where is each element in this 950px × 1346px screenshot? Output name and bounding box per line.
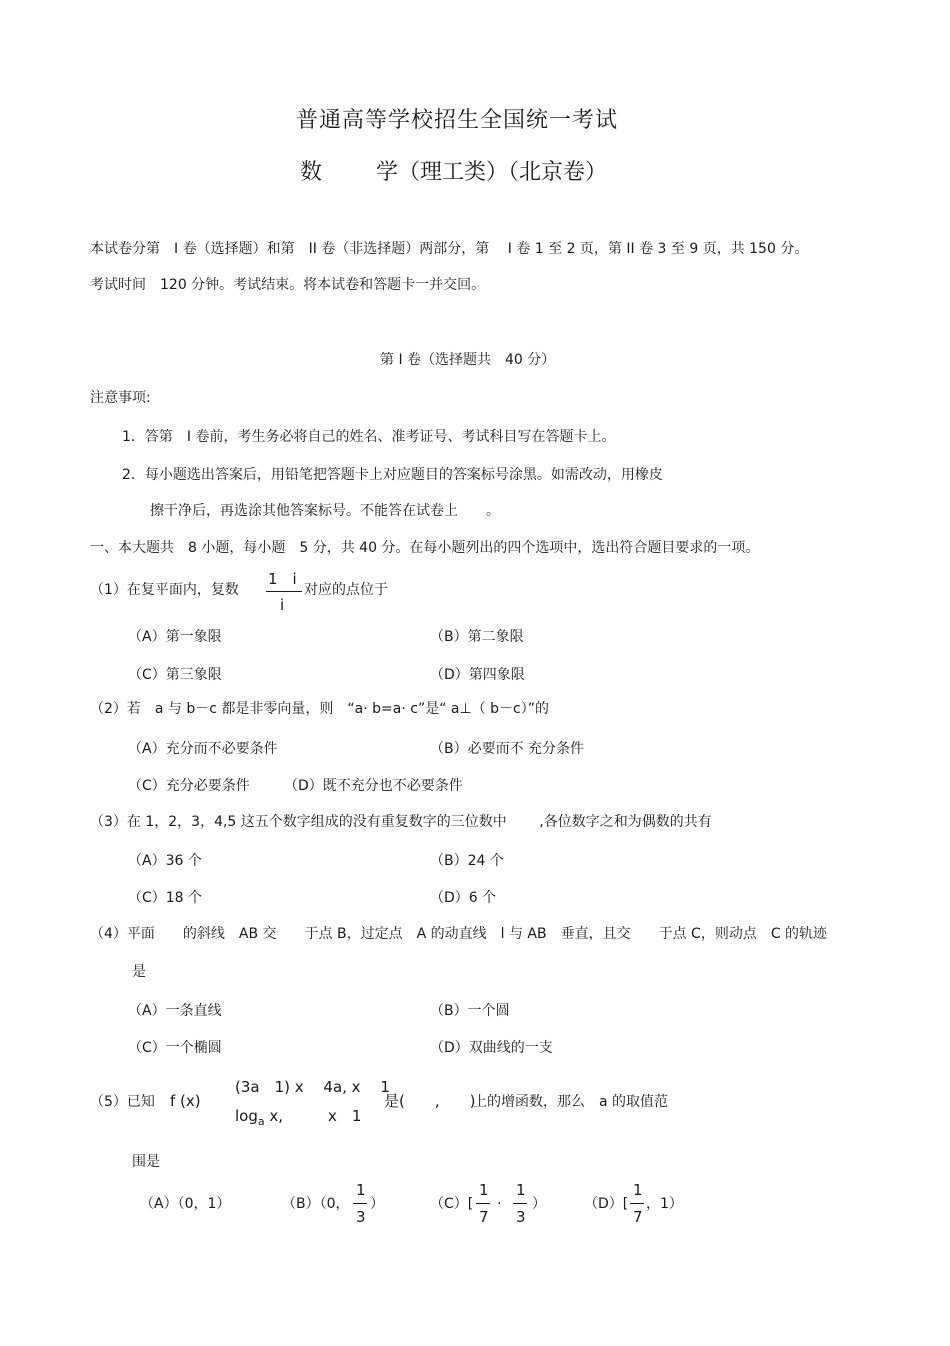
q5-option-c-bar-1: [476, 1203, 490, 1204]
q4-stem: （4）平面 的斜线 AB 交 于点 B，过定点 A 的动直线 l 与 AB 垂直，且交 于点 C，则动点 C 的轨迹: [90, 926, 828, 942]
q1-fraction-denominator: i: [280, 596, 285, 614]
section-heading: 第 I 卷（选择题共 40 分）: [380, 352, 556, 368]
q5-option-c-pre: （C）[: [430, 1196, 474, 1212]
q3-option-a: （A）36 个: [128, 853, 202, 869]
q5-option-d-pre: （D）[: [584, 1196, 629, 1212]
q1-stem-pre: （1）在复平面内，复数: [90, 582, 239, 598]
q5-option-c-separator: ·: [497, 1196, 502, 1212]
q5-option-c-numerator-2: 1: [516, 1181, 526, 1199]
q5-option-b-denominator: 3: [356, 1208, 366, 1226]
q3-option-c: （C）18 个: [128, 890, 203, 906]
q5-option-d-numerator: 1: [633, 1181, 643, 1199]
q1-fraction-bar: [266, 591, 302, 592]
q5-option-c-denominator-1: 7: [479, 1208, 489, 1226]
notice-item-2-cont: 擦干净后，再选涂其他答案标号。不能答在试卷上 。: [150, 503, 500, 519]
page-title: 普通高等学校招生全国统一考试: [296, 108, 619, 133]
q5-log-base: a: [257, 1115, 265, 1128]
q5-stem-post: 上的增函数，那么 a 的取值范: [473, 1094, 669, 1110]
q5-option-c-numerator-1: 1: [479, 1181, 489, 1199]
part1-instructions: 一、本大题共 8 小题，每小题 5 分，共 40 分。在每小题列出的四个选项中，选出符合题目要求的一项。: [90, 540, 760, 556]
q4-option-b: （B）一个圆: [430, 1003, 510, 1019]
q5-log: log: [235, 1107, 258, 1125]
q2-stem: （2）若 a 与 b－c 都是非零向量，则 “a· b=a· c”是“ a⊥（ b－c）”的: [90, 701, 549, 717]
q5-option-c-denominator-2: 3: [516, 1208, 526, 1226]
notice-item-1: 1．答第 I 卷前，考生务必将自己的姓名、准考证号、考试科目写在答题卡上。: [122, 429, 616, 445]
q5-option-a: （A）（0，1）: [140, 1196, 231, 1212]
subject-label: 数: [300, 160, 323, 185]
q4-stem-cont: 是: [132, 964, 146, 980]
q5-stem-cont: 围是: [132, 1154, 160, 1170]
notice-item-2: 2．每小题选出答案后，用铅笔把答题卡上对应题目的答案标号涂黑。如需改动，用橡皮: [122, 467, 663, 483]
q2-option-b: （B）必要而不 充分条件: [430, 741, 585, 757]
q5-case-2: [235, 1107, 361, 1128]
q1-option-d: （D）第四象限: [430, 667, 525, 683]
q5-case-2-rest: x, x 1: [264, 1107, 362, 1125]
q1-option-c: （C）第三象限: [128, 667, 222, 683]
q5-interval: 是( , ): [384, 1092, 476, 1110]
q5-option-d-denominator: 7: [633, 1208, 643, 1226]
q5-option-b-pre: （B）（0，: [282, 1196, 350, 1212]
q5-case-1: (3a 1) x 4a, x 1: [235, 1078, 390, 1096]
q1-fraction-numerator: 1 i: [268, 570, 297, 588]
notice-label: 注意事项:: [90, 390, 151, 406]
q2-option-d: （D）既不充分也不必要条件: [284, 778, 463, 794]
q5-option-b-numerator: 1: [356, 1181, 366, 1199]
q5-option-b-bar: [353, 1203, 367, 1204]
q3-option-b: （B）24 个: [430, 853, 504, 869]
q5-option-c-bar-2: [513, 1203, 527, 1204]
q2-option-c: （C）充分必要条件: [128, 778, 250, 794]
q4-option-a: （A）一条直线: [128, 1003, 222, 1019]
q1-stem-post: 对应的点位于: [304, 582, 388, 598]
q5-option-c-post: ）: [532, 1196, 546, 1212]
intro-line-1: 本试卷分第 I 卷（选择题）和第 II 卷（非选择题）两部分，第 I 卷 1 至 2 页，第 II 卷 3 至 9 页，共 150 分。: [90, 241, 809, 257]
q5-option-b-post: ）: [370, 1196, 384, 1212]
q4-option-c: （C）一个椭圆: [128, 1040, 222, 1056]
intro-line-2: 考试时间 120 分钟。考试结束。将本试卷和答题卡一并交回。: [90, 277, 486, 293]
q3-stem: （3）在 1，2，3，4,5 这五个数字组成的没有重复数字的三位数中 ,各位数字之和为偶数的共有: [90, 814, 712, 830]
q2-option-a: （A）充分而不必要条件: [128, 741, 278, 757]
q1-option-b: （B）第二象限: [430, 629, 524, 645]
q3-option-d: （D）6 个: [430, 890, 497, 906]
q5-option-d-post: ，1）: [646, 1196, 683, 1212]
q4-option-d: （D）双曲线的一支: [430, 1040, 553, 1056]
page-subtitle: 学（理工类）（北京卷）: [376, 160, 608, 185]
q5-option-d-bar: [630, 1203, 644, 1204]
q5-label: （5）已知: [90, 1094, 155, 1110]
q1-option-a: （A）第一象限: [128, 629, 222, 645]
q5-function: f (x): [170, 1092, 201, 1110]
